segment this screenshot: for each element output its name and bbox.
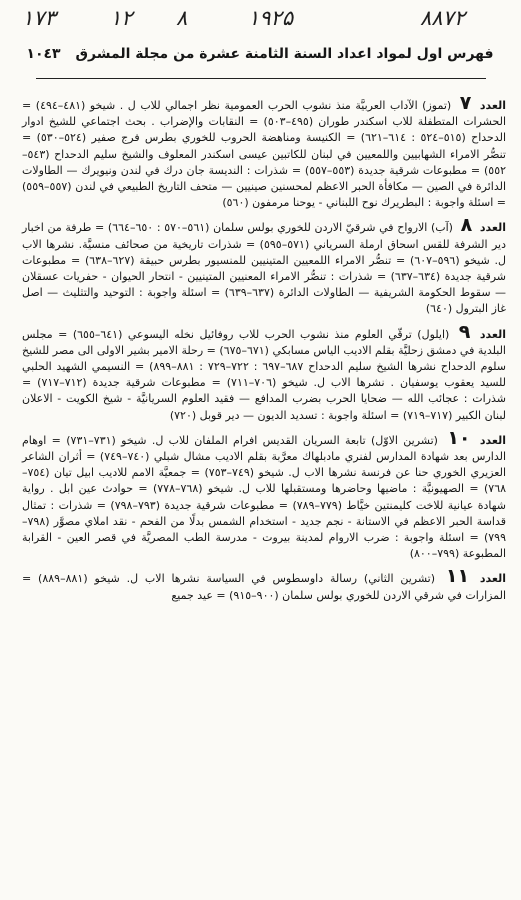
page-title: [14, 46, 506, 62]
issue-number: ١٠: [447, 426, 471, 449]
issue-contents: (تشرين الثاني) رسالة داوسطوس في السياسة نشرها الاب ل. شيخو (٨٨١–٨٨٩) = المزارات في شرقي الاردن للخوري بولس سلمان (٩٠٠–٩١٥) = عيد جميع: [22, 572, 506, 602]
issue-entry: [22, 426, 507, 563]
title-rule: [36, 78, 486, 79]
handwritten-number: ۸: [176, 6, 188, 30]
page-number: ١٠٤٣: [26, 46, 61, 62]
issue-label: العدد: [479, 433, 506, 447]
issue-contents: (آب) الارواح في شرقيّ الاردن للخوري بولس سلمان (٥٦١–٥٧٠ : ٦٥٠–٦٦٤) = طرفة من اخبار دير الشرفة للقس اسحاق ارملة السرياني (٥٧١–٥٩٥) = شذرات تاريخية من صحائف منسيَّة. نشرها الاب ل. شيخو (٥٩٦–٦٠٧) = تنصُّر الامراء اللمعيين المتينيين للمنسيور بطرس حبيقة (٦٢٧–٦٣٨) = مطبوعات شرقية جديدة (٦٣٤–٦٣٧) = شذرات : تنصُّر الامراء المعنيين المتينيين - انتحار الحيوان - حفريات عسقلان — سقوط الحكومة الشريفية — الطاولات الدائرة (٦٣٧–٦٣٩) = اسئلة واجوبة : التوحيد والتثليث — اصل غاز البترول (٦٤٠): [22, 221, 507, 316]
issue-label: العدد: [479, 221, 507, 235]
issue-number: ٩: [458, 320, 471, 343]
issue-entry: [22, 214, 507, 317]
handwritten-year: ۱۹۲۵: [248, 6, 294, 30]
title-text: فهرس اول لمواد اعداد السنة الثامنة عشرة من مجلة المشرق: [75, 46, 494, 62]
issue-label: العدد: [479, 327, 506, 341]
handwritten-number: ۱۷۳: [22, 6, 56, 30]
handwritten-header: [0, 4, 521, 38]
handwritten-number: ۱۲: [110, 6, 133, 30]
handwritten-number: ۸۸۷۲: [420, 6, 466, 30]
issue-label: العدد: [479, 572, 507, 586]
issue-number: ٨: [460, 214, 473, 237]
issue-contents: (تشرين الاوّل) تابعة السريان القديس افرام الملفان للاب ل. شيخو (٧٣١–٧٣١) = اوهام الدارس بعد شهادة المدارس لفنري مادبلهاك معرَّبة بقلم الاديب مشال شبلي (٧٤٠–٧٤٩) = أثران الشاعر العزيري الخوري حنا عن فرنسة نشرها الاب ل. شيخو (٧٤٩–٧٥٣) = جمعيَّة الامم للاديب ابيل تيان (٧٥٤–٧٦٨) = الصهيونيَّة : ماضيها وحاضرها ومستقبلها للاب ل. شيخو (٧٦٨–٧٧٨) = حوادث عين ابل . رواية شهادة عيانية للاخت كليمنتين خيَّاط (٧٧٩–٧٨٩) = مطبوعات شرقية جديدة (٧٩٣–٧٩٨) = شذرات : تمثال قداسة الحبر الاعظم في الاستانة - نجم جديد - استخدام الشمس بدلًا من الفحم - نقد املاي مصوَّر (٧٩٨–٧٩٩) = اسئلة واجوبة : ضرب الاروام لمدينة بيروت - مدرسة الطب المصريَّة في قصر العين - القرابة المطبوعة (٧٩٩–٨٠٠): [22, 433, 507, 561]
issue-number: ٧: [459, 92, 472, 114]
issue-entry: [22, 92, 507, 211]
index-entries: [22, 92, 507, 611]
issue-entry: [22, 320, 507, 424]
issue-contents: (تموز) الآداب العربيَّة منذ نشوب الحرب العمومية نظر اجمالي للاب ل . شيخو (٤٨١–٤٩٤) = الحشرات المتطفلة للاب اسكندر طوران (٤٩٥–٥٠٣) = النقابات والإضراب . بحث اجتماعي للشيخ ادوار الدحداح (٥١٥–٥٢٤ : ٦١٤–٦٢١) = الكنيسة ومناهضة الحروب للخوري بطرس فرج صفير (٥٢٤–٥٣٠) = تنصُّر الامراء الشهابيين واللمعيين في لبنان للكاتبين عيسى اسكندر المعلوف والشيخ سليم الدحداح (٥٤٣–٥٥٢) = مطبوعات شرقية جديدة (٥٥٣–٥٥٧) = شذرات : النديسة جان درك في لندن ونيويرك — الطاولات الدائرة في الصين — مكافأة الحبر الاعظم لمحسنين صينيين — متحف التاريخ الطبيعي في لندن (٥٥٧–٥٥٩) = اسئلة واجوبة : البطريرك نوح اللبناني - يوحنا مرمفون (٥٦٠): [22, 99, 507, 210]
issue-entry: [22, 565, 507, 603]
issue-contents: (ايلول) ترقّي العلوم منذ نشوب الحرب للاب روفائيل نخله اليسوعي (٦٤١–٦٥٥) = مجلس البلدية في دمشق زحليَّة بقلم الاديب الياس مسابكي (٦٧١–٦٧٥) = رحلة الامير بشير الاولى الى مصر للشيخ سلوم الدحداح نشرها الشيخ سليم الدحداح ٦٨٧–٦٩٧ : ٧٢٢–٧٢٩ : ٨٨١–٨٩٩) = النسيمي الشهيد الحلبي للسيد يعقوب يوسفيان . نشرها الاب ل. شيخو (٧٠٦–٧١١) = مطبوعات شرقية جديدة (٧١٢–٧١٧) = شذرات : عجائب الله — ضحايا الحرب بضرب المدافع — فقيد العلوم السريانيَّة - شيخ الكويت - الاعلان لبنان الكبير (٧١٧–٧١٩) = اسئلة واجوبة : تسديد الديون — دير قوبل (٧٢٠): [22, 327, 507, 422]
issue-label: العدد: [479, 99, 507, 112]
issue-number: ١١: [445, 565, 470, 588]
